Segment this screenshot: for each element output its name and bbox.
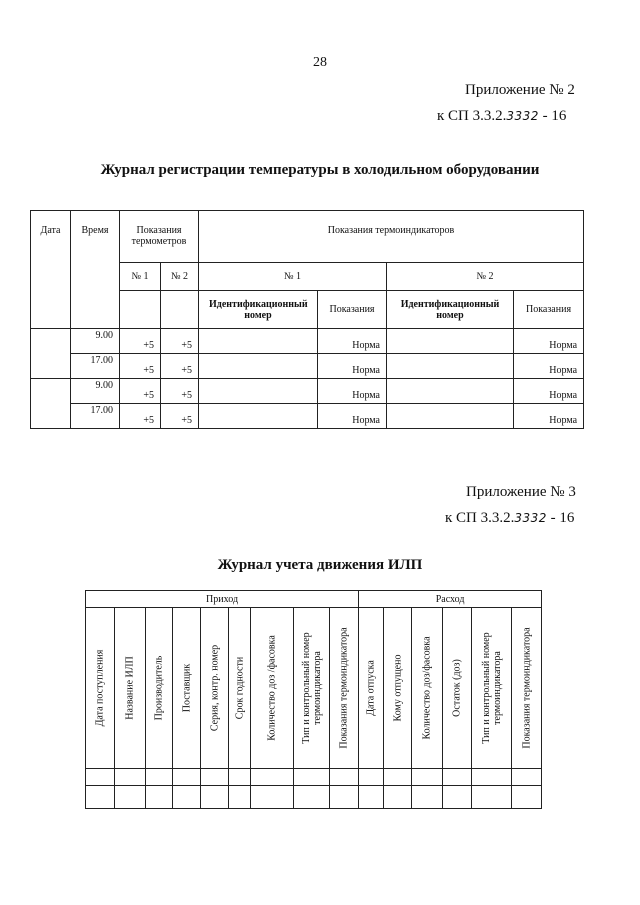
appendix-3-ref-prefix: к СП 3.3.2. — [445, 510, 515, 526]
temperature-journal-table — [30, 210, 584, 429]
id-number-2-cell — [387, 329, 514, 354]
header-thermometer-2: № 2 — [161, 263, 199, 291]
header-thermometers: Показания термометров — [120, 211, 199, 263]
id-number-1-cell — [199, 404, 318, 429]
appendix-3-title: Приложение № 3 — [466, 484, 576, 500]
page-number: 28 — [313, 55, 327, 70]
thermometer-1-cell: +5 — [120, 404, 161, 429]
col-label: Показания термоиндикатора — [521, 627, 533, 749]
appendix-2-title: Приложение № 2 — [465, 82, 575, 98]
reading-1-cell: Норма — [318, 354, 387, 379]
col-header-indicator-type — [294, 608, 330, 769]
id-number-1-cell — [199, 354, 318, 379]
col-header-ilp-name — [115, 608, 146, 769]
date-cell — [31, 379, 71, 429]
col-header-dose-count — [251, 608, 294, 769]
col-label: Срок годности — [234, 656, 245, 720]
header-reading-1: Показания — [318, 291, 387, 329]
appendix-2-ref-suffix: - 16 — [542, 108, 567, 124]
appendix-3-ref-suffix: - 16 — [550, 510, 575, 526]
thermometer-1-cell: +5 — [120, 379, 161, 404]
header-indicators: Показания термоиндикаторов — [199, 211, 584, 263]
col-header-release-indicator-reading — [512, 608, 542, 769]
header-reading-2: Показания — [514, 291, 584, 329]
thermometer-1-cell: +5 — [120, 329, 161, 354]
col-header-receipt-date — [86, 608, 115, 769]
header-id-number-1: Идентификационный номер — [199, 291, 318, 329]
col-header-release-date — [359, 608, 384, 769]
col-header-series — [201, 608, 229, 769]
table-row — [31, 379, 584, 404]
col-label: Тип и контрольный номер термоиндикатора — [300, 632, 323, 744]
header-time: Время — [71, 211, 120, 329]
time-cell: 9.00 — [71, 379, 120, 404]
col-header-indicator-reading — [330, 608, 359, 769]
header-indicator-1: № 1 — [199, 263, 387, 291]
col-header-manufacturer — [146, 608, 173, 769]
thermometer-2-cell: +5 — [161, 329, 199, 354]
table-row — [31, 354, 584, 379]
expense-header: Расход — [359, 591, 542, 608]
col-label: Поставщик — [181, 663, 192, 713]
journal-2-title: Журнал учета движения ИЛП — [217, 557, 423, 573]
col-header-remaining — [443, 608, 472, 769]
reading-1-cell: Норма — [318, 379, 387, 404]
header-indicator-2: № 2 — [387, 263, 584, 291]
reading-2-cell: Норма — [514, 379, 584, 404]
time-cell: 17.00 — [71, 404, 120, 429]
reading-1-cell: Норма — [318, 404, 387, 429]
col-header-expiry — [229, 608, 251, 769]
header-date: Дата — [31, 211, 71, 329]
col-label: Остаток (доз) — [451, 659, 463, 717]
col-label: Дата отпуска — [365, 660, 377, 716]
reading-2-cell: Норма — [514, 354, 584, 379]
time-cell: 9.00 — [71, 329, 120, 354]
col-label: Дата поступления — [94, 649, 106, 727]
date-cell — [31, 329, 71, 379]
ilp-movement-journal-table — [85, 590, 542, 809]
reading-2-cell: Норма — [514, 404, 584, 429]
thermometer-2-cell: +5 — [161, 379, 199, 404]
table-row — [31, 404, 584, 429]
appendix-2-ref-handwritten: 3332 — [506, 109, 539, 123]
col-label: Производитель — [153, 655, 165, 721]
reading-1-cell: Норма — [318, 329, 387, 354]
col-header-release-indicator-type — [472, 608, 512, 769]
table-row — [86, 769, 542, 786]
header-id-number-2: Идентификационный номер — [387, 291, 514, 329]
income-header: Приход — [86, 591, 359, 608]
id-number-2-cell — [387, 354, 514, 379]
table-row — [86, 786, 542, 809]
journal-1-title: Журнал регистрации температуры в холодильном оборудовании — [100, 162, 540, 178]
col-label: Серия, контр. номер — [209, 644, 220, 732]
appendix-3-ref-handwritten: 3332 — [514, 511, 547, 525]
id-number-2-cell — [387, 404, 514, 429]
time-cell: 17.00 — [71, 354, 120, 379]
thermometer-1-cell: +5 — [120, 354, 161, 379]
col-label: Показания термоиндикатора — [338, 627, 350, 749]
col-label: Количество доз/фасовка — [421, 636, 433, 740]
reading-2-cell: Норма — [514, 329, 584, 354]
header-thermometer-1: № 1 — [120, 263, 161, 291]
col-header-recipient — [384, 608, 412, 769]
id-number-1-cell — [199, 379, 318, 404]
appendix-2-ref-prefix: к СП 3.3.2. — [437, 108, 507, 124]
id-number-2-cell — [387, 379, 514, 404]
appendix-2-reference — [437, 108, 566, 125]
col-label: Тип и контрольный номер термоиндикатора — [480, 632, 503, 744]
id-number-1-cell — [199, 329, 318, 354]
col-header-supplier — [173, 608, 201, 769]
thermometer-2-cell: +5 — [161, 354, 199, 379]
table-row — [31, 329, 584, 354]
appendix-3-reference — [445, 510, 574, 527]
col-label: Количество доз /фасовка — [266, 635, 278, 741]
col-label: Название ИЛП — [124, 656, 136, 720]
thermometer-2-cell: +5 — [161, 404, 199, 429]
col-header-release-dose-count — [412, 608, 443, 769]
col-label: Кому отпущено — [392, 654, 404, 722]
